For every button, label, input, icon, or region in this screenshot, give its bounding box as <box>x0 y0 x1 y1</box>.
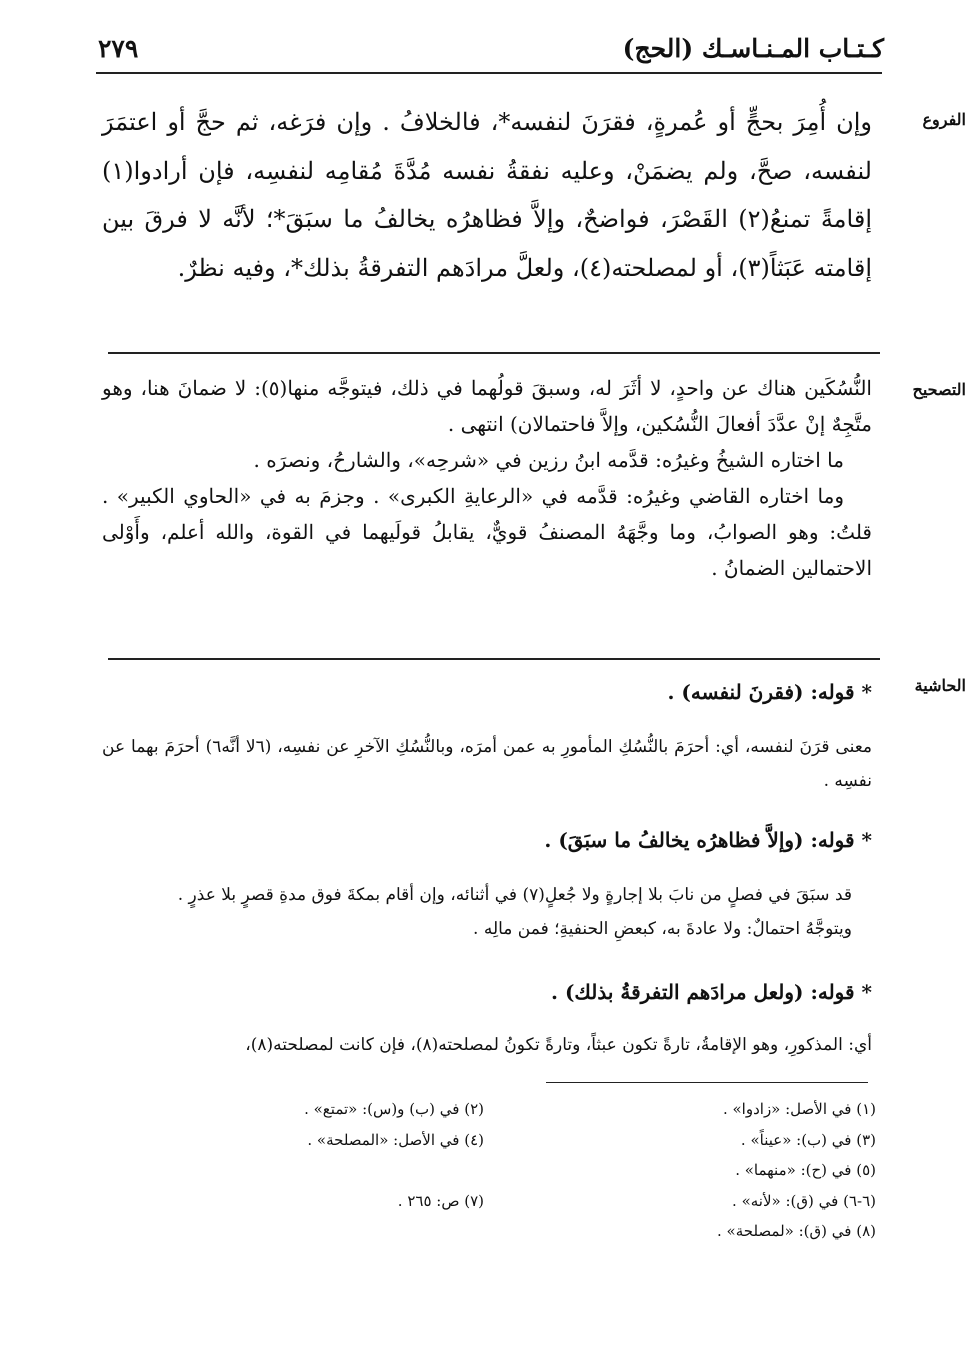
section-divider-1 <box>108 352 880 354</box>
tashih-paragraph-3: وما اختاره القاضي وغيرُه: قدَّمه في «الرعايةِ الكبرى» . وجزمَ به في «الحاوي الكبير» . قلتُ: وهو الصوابُ، وما وجَّهَهُ المصنفُ قويٌّ، يقابلُ قولَيهما في القوة، والله أعلم، وأَوْلى الاحتمالين الضمانُ . <box>102 484 872 580</box>
hashiya-heading-1: * قوله: (فقرنَ لنفسه) . <box>667 680 872 704</box>
tashih-paragraph-2: ما اختاره الشيخُ وغيرُه: قدَّمه ابنُ رزين في «شرحِه»، والشارحُ، ونصرَه . <box>253 448 844 472</box>
hashiya-heading-2: * قوله: (وإلاَّ فظاهرُه يخالفُ ما سبَقَ) . <box>544 828 872 852</box>
footnote-4: (٤) في الأصل: «المصلحة» . <box>307 1130 484 1149</box>
running-header-title: كـتـاب المـنـاسـك (الحج) <box>622 34 884 63</box>
hashiya-paragraph: قد سبَقَ في فصلٍ من نابَ بلا إجارةٍ ولا جُعلٍ(٧) في أثنائه، وإن أقام بمكةَ فوق مدةِ قصرٍ بلا عذرٍ . <box>177 885 852 905</box>
tashih-block <box>102 370 872 586</box>
footnote-2: (٢) في (ب) و(س): «تمتع» . <box>304 1100 484 1118</box>
section-divider-2 <box>108 658 880 660</box>
footnotes-left-column <box>224 1094 484 1216</box>
tashih-paragraph-1: النُّسُكَين هناك عن واحدٍ، لا أثَرَ له، وسبقَ قولُهما في ذلك، فيتوجَّه منها(٥): لا ضمانَ هنا، وهو متَّجِهٌ إنْ عدَّدَ أفعالَ النُّسُكين، وإلاَّ فاحتمالان) انتهى . <box>102 376 872 436</box>
side-label-hashiya: الحاشية <box>914 676 966 695</box>
hashiya-paragraph: معنى قرَنَ لنفسه، أي: أحرَمَ بالنُّسُكِ المأمورِ به عمن أمرَه، وبالنُّسُكِ الآخرِ عن نفسِه، (٦لا أنَّه٦) أحرَمَ بهما عن نفسِه . <box>102 737 873 791</box>
footnote-6: (٦-٦) في (ق): «لأنه» . <box>732 1191 876 1210</box>
side-label-tashih: التصحيح <box>912 380 966 399</box>
hashiya-body-3 <box>102 1028 872 1062</box>
footnote-3: (٣) في (ب): «عيناً» . <box>740 1130 876 1149</box>
hashiya-heading-3: * قوله: (ولعل مرادَهم التفرقةُ بذلك) . <box>551 980 872 1004</box>
page-number: ٢٧٩ <box>98 34 139 63</box>
header-rule <box>96 72 882 74</box>
hashiya-paragraph: ويتوجَّهُ احتمالٌ: ولا عادةَ به، كبعضِ الحنفيةِ؛ فمن مالِه . <box>473 919 852 939</box>
footnote-5: (٥) في (ح): «منهما» . <box>735 1161 876 1179</box>
footnote-1: (١) في الأصل: «زادوا» . <box>722 1100 876 1118</box>
main-text: وإن أُمِرَ بحجٍّ أو عُمرةٍ، فقرَنَ لنفسه*، فالخلافُ . وإن فرَغه، ثم حجَّ أو اعتمَرَ لنفسه، صحَّ، ولم يضمَنْ، وعليه نفقةُ نفسه مُدَّةَ مُقامِه لنفسِه، فإن أرادوا(١) إقامةً تمنعُ(٢) القَصْرَ، فواضحٌ، وإلاَّ فظاهرُه يخالفُ ما سبَقَ*؛ لأنَّه لا فرقَ بين إقامته عَبَثاً(٣)، أو لمصلحته(٤)، ولعلَّ مرادَهم التفرقةُ بذلك*، وفيه نظرٌ. <box>102 108 872 282</box>
footnote-spacer <box>224 1155 484 1186</box>
hashiya-body-1 <box>102 730 872 798</box>
side-label-furu: الفروع <box>922 110 966 129</box>
footnotes-right-column <box>496 1094 876 1247</box>
hashiya-body-2 <box>102 878 872 946</box>
footnote-8: (٨) في (ق): «لمصلحة» . <box>717 1222 876 1240</box>
hashiya-paragraph: أي: المذكورِ، وهو الإقامةُ، تارةً تكون عبثاً، وتارةً تكونُ لمصلحته(٨)، فإن كانت لمصلحته(٨)، <box>245 1035 872 1055</box>
footnote-7: (٧) ص: ٢٦٥ . <box>397 1191 484 1210</box>
footnote-separator <box>546 1082 868 1083</box>
